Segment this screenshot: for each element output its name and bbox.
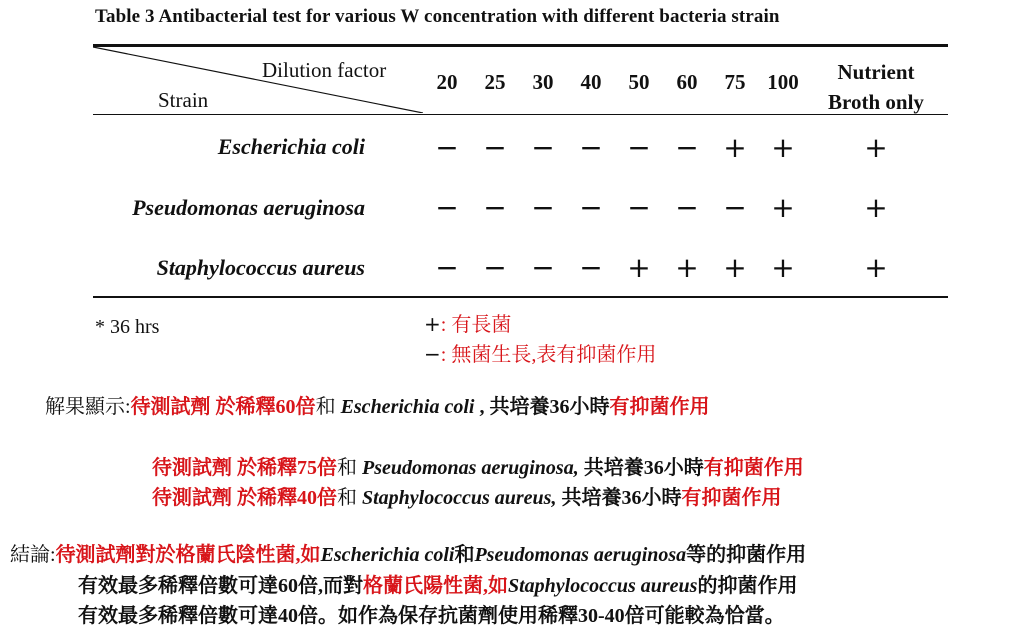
conclusion-line1-red: 待測試劑對於格蘭氏陰性菌,如 [55, 544, 321, 566]
column-header: 25 [484, 70, 506, 94]
result-cell: + [771, 131, 795, 164]
result-cell: − [531, 131, 555, 164]
results-line-3 [152, 481, 781, 510]
table-bottom-rule [93, 296, 948, 298]
results-line1-mid: 和 [315, 396, 341, 418]
row-strain-staphylococcus: Staphylococcus aureus [156, 255, 365, 280]
results-line2-tail: 共培養36小時 [578, 457, 704, 479]
results-line1-red2: 有抑菌作用 [609, 396, 710, 418]
results-line1-tail: , 共培養36小時 [474, 396, 610, 418]
table-footnote: * 36 hrs [95, 316, 160, 338]
column-header: 100 [767, 70, 799, 94]
results-line3-tail: 共培養36小時 [556, 487, 682, 509]
results-lead: 解果顯示: [45, 396, 131, 418]
conclusion-strain-pseudomonas: Pseudomonas aeruginosa [474, 544, 687, 566]
conclusion-line2-red: 格蘭氏陽性菌,如 [363, 575, 508, 597]
nutrient-broth-header [816, 57, 936, 117]
column-header: 30 [532, 70, 554, 94]
legend-minus-text: : 無菌生長,表有抑菌作用 [440, 344, 657, 366]
conclusion-line2-tail: 的抑菌作用 [697, 575, 798, 597]
results-line3-strain: Staphylococcus aureus, [362, 487, 557, 509]
results-line3-mid: 和 [337, 487, 362, 509]
nutrient-cell: + [864, 251, 888, 284]
conclusion-line2-start: 有效最多稀釋倍數可達60倍,而對 [78, 575, 363, 597]
column-header: 40 [580, 70, 602, 94]
result-cell: − [483, 131, 507, 164]
column-header: 50 [628, 70, 650, 94]
result-cell: − [435, 131, 459, 164]
result-cell: − [675, 131, 699, 164]
result-cell: − [627, 191, 651, 224]
result-cell: + [771, 251, 795, 284]
results-line-1 [45, 390, 709, 419]
conclusion-lead: 結論: [10, 544, 56, 566]
conclusion-line1-tail: 等的抑菌作用 [686, 544, 807, 566]
result-cell: − [483, 191, 507, 224]
result-cell: − [675, 191, 699, 224]
column-header: 20 [436, 70, 458, 94]
results-line3-red2: 有抑菌作用 [681, 487, 782, 509]
results-line2-mid: 和 [337, 457, 362, 479]
result-cell: + [723, 131, 747, 164]
result-cell: − [579, 131, 603, 164]
legend-minus-symbol: − [424, 342, 441, 366]
results-line1-strain: Escherichia coli [340, 396, 475, 418]
legend-plus-text: : 有長菌 [440, 314, 512, 336]
legend-minus [424, 338, 656, 367]
nutrient-cell: + [864, 191, 888, 224]
nutrient-header-line1: Nutrient [837, 60, 915, 84]
table-title: Table 3 Antibacterial test for various W concentration with different bacteria strain [95, 6, 780, 27]
conclusion-line-2 [78, 569, 797, 598]
column-header: 75 [724, 70, 746, 94]
result-cell: − [627, 131, 651, 164]
results-line1-red1: 待測試劑 於稀釋60倍 [130, 396, 316, 418]
result-cell: − [579, 251, 603, 284]
result-cell: + [627, 251, 651, 284]
conclusion-strain-staphylococcus: Staphylococcus aureus [508, 575, 698, 597]
results-line2-strain: Pseudomonas aeruginosa, [362, 457, 579, 479]
result-cell: − [531, 191, 555, 224]
dilution-factor-header: Dilution factor [262, 58, 387, 82]
results-line-2 [152, 451, 804, 480]
nutrient-cell: + [864, 131, 888, 164]
column-header: 60 [676, 70, 698, 94]
conclusion-strain-ecoli: Escherichia coli [320, 544, 455, 566]
result-cell: + [675, 251, 699, 284]
conclusion-line-1 [10, 538, 806, 567]
legend-plus-symbol: + [424, 312, 441, 336]
result-cell: + [723, 251, 747, 284]
results-line2-red2: 有抑菌作用 [703, 457, 804, 479]
result-cell: − [531, 251, 555, 284]
conclusion-line-3: 有效最多稀釋倍數可達40倍。如作為保存抗菌劑使用稀釋30-40倍可能較為恰當。 [78, 605, 785, 627]
results-line3-red1: 待測試劑 於稀釋40倍 [152, 487, 337, 509]
nutrient-header-line2: Broth only [828, 90, 924, 114]
strain-header: Strain [158, 88, 209, 112]
result-cell: − [723, 191, 747, 224]
result-cell: − [435, 251, 459, 284]
legend-plus [424, 308, 511, 337]
result-cell: − [483, 251, 507, 284]
result-cell: + [771, 191, 795, 224]
results-line2-red1: 待測試劑 於稀釋75倍 [152, 457, 337, 479]
conclusion-and: 和 [454, 544, 475, 566]
row-strain-ecoli: Escherichia coli [217, 134, 365, 159]
row-strain-pseudomonas: Pseudomonas aeruginosa [132, 195, 365, 220]
result-cell: − [435, 191, 459, 224]
result-cell: − [579, 191, 603, 224]
